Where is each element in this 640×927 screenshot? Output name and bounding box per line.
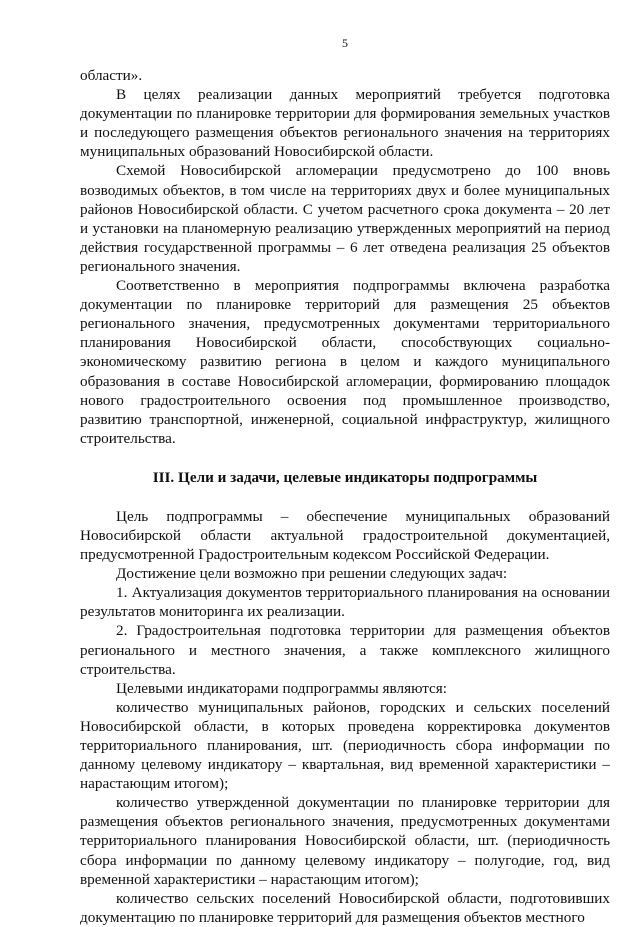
paragraph: 2. Градостроительная подготовка территории для размещения объектов регионального и местного значения, а также комплексного жилищного строительства. [80, 622, 610, 678]
document-page [80, 36, 610, 927]
page-number: 5 [342, 36, 348, 50]
paragraph: Соответственно в мероприятия подпрограммы включена разработка документации по планировке территорий для размещения 25 объектов регионального значения, предусмотренных документами территориального планирования Новосибирской области, способствующих социально-экономическому развитию региона в целом и каждого муниципального образования в составе Новосибирской агломерации, формированию площадок нового градостроительного освоения под промышленное производство, развитию транспортной, инженерной, социальной инфраструктур, жилищного строительства. [80, 277, 610, 447]
paragraph: 1. Актуализация документов территориального планирования на основании результатов мониторинга их реализации. [80, 584, 610, 621]
section-heading: III. Цели и задачи, целевые индикаторы подпрограммы [152, 468, 538, 486]
paragraph: количество утвержденной документации по планировке территории для размещения объектов регионального значения, предусмотренных документами территориального планирования Новосибирской области, шт. (периодичность сбора информации по данному целевому индикатору – полугодие, год, вид временной характеристики – нарастающим итогом); [80, 794, 610, 888]
paragraphs-before [80, 66, 610, 448]
paragraph: Схемой Новосибирской агломерации предусмотрено до 100 вновь возводимых объектов, в том числе на территориях двух и более муниципальных районов Новосибирской области. С учетом расчетного срока документа – 20 лет и установки на планомерную реализацию утвержденных мероприятий на период действия государственной программы – 6 лет отведена реализация 25 объектов регионального значения. [80, 162, 610, 275]
paragraphs-after [80, 507, 610, 927]
paragraph: области». [80, 67, 143, 84]
paragraph: количество сельских поселений Новосибирской области, подготовивших документацию по планировке территорий для размещения объектов местного [80, 889, 610, 926]
paragraph: Целевыми индикаторами подпрограммы являются: [116, 679, 447, 697]
paragraph: В целях реализации данных мероприятий требуется подготовка документации по планировке территории для формирования земельных участков и последующего размещения объектов регионального значения на территориях муниципальных образований Новосибирской области. [80, 86, 610, 161]
paragraph: количество муниципальных районов, городских и сельских поселений Новосибирской области, в которых проведена корректировка документов территориального планирования, шт. (периодичность сбора информации по данному целевому индикатору – квартальная, вид временной характеристики – нарастающим итогом); [80, 698, 610, 793]
paragraph: Цель подпрограммы – обеспечение муниципальных образований Новосибирской области актуальной градостроительной документацией, предусмотренной Градостроительным кодексом Российской Федерации. [80, 507, 610, 564]
paragraph: Достижение цели возможно при решении следующих задач: [116, 565, 508, 583]
